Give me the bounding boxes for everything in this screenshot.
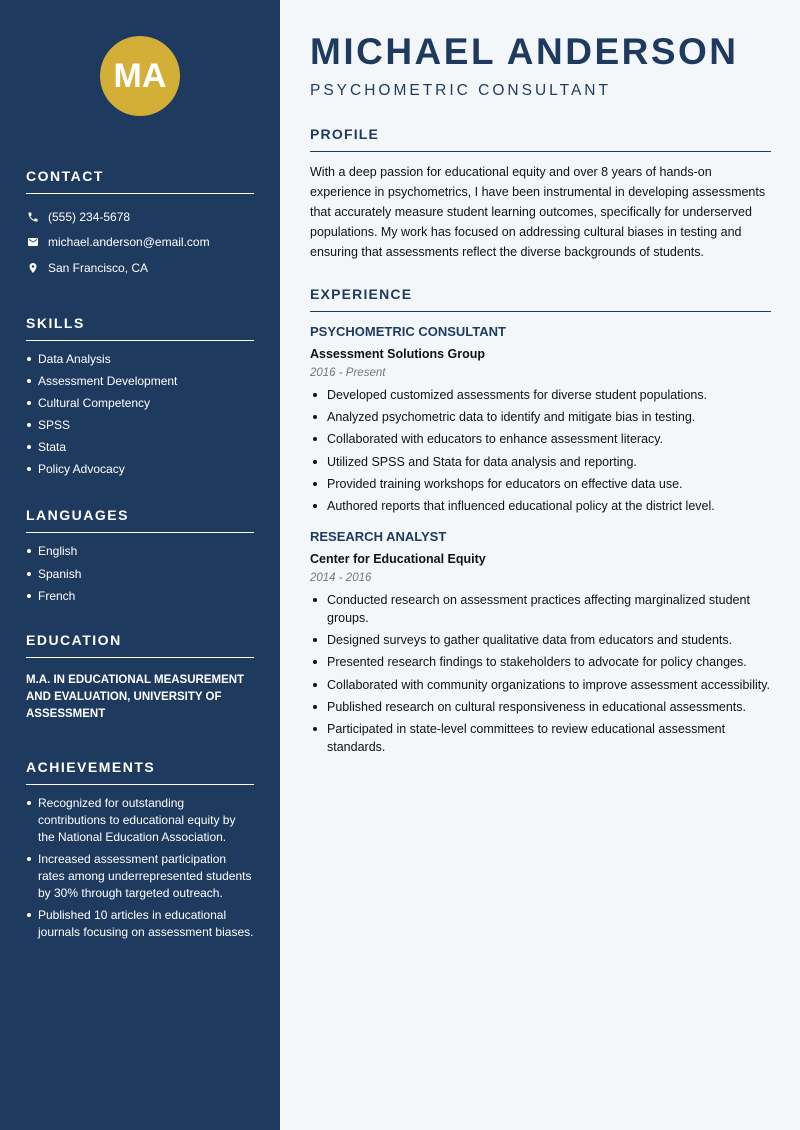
achievements-list: [26, 795, 254, 941]
job-dates: 2014 - 2016: [310, 571, 372, 584]
job-bullet: Presented research findings to stakeholders to advocate for policy changes.: [310, 653, 771, 671]
experience-heading: EXPERIENCE: [310, 286, 771, 312]
person-name: MICHAEL ANDERSON: [310, 31, 739, 72]
location-pin-icon: [26, 261, 40, 275]
sidebar: [0, 0, 280, 1130]
job-dates: 2016 - Present: [310, 367, 386, 379]
job-bullet: Utilized SPSS and Stata for data analysis and reporting.: [310, 453, 771, 471]
phone-icon: [26, 210, 40, 224]
languages-heading: LANGUAGES: [26, 507, 254, 533]
profile-section: [310, 126, 771, 262]
skill-item: Cultural Competency: [26, 395, 254, 411]
job-title: RESEARCH ANALYST: [310, 528, 447, 544]
contact-section: [26, 168, 254, 281]
job-bullet: Authored reports that influenced educational policy at the district level.: [310, 497, 771, 515]
job-title-header: PSYCHOMETRIC CONSULTANT: [310, 82, 611, 99]
skills-section: [26, 315, 254, 478]
main-content: [280, 0, 800, 1130]
job-bullet: Published research on cultural responsiveness in educational assessments.: [310, 698, 771, 716]
skill-item: Stata: [26, 439, 254, 455]
job-company: Center for Educational Equity: [310, 551, 486, 566]
experience-section: [310, 286, 771, 756]
education-degree: M.A. IN EDUCATIONAL MEASUREMENT AND EVALUATION, UNIVERSITY OF ASSESSMENT: [26, 673, 245, 720]
job-bullets: [310, 591, 771, 756]
achievement-item: Published 10 articles in educational journals focusing on assessment biases.: [26, 907, 254, 941]
contact-location: [26, 255, 254, 281]
job-bullet: Collaborated with educators to enhance assessment literacy.: [310, 430, 771, 448]
job-company: Assessment Solutions Group: [310, 347, 486, 361]
profile-text: With a deep passion for educational equity and over 8 years of hands-on experience in psychometrics, I have been instrumental in developing assessments that accurately measure student learning outcomes, specifically for underserved populations. My work has focused on addressing cultural biases in testing and ensuring that assessments reflect the diverse backgrounds of students.: [310, 165, 766, 259]
languages-list: [26, 543, 254, 603]
email-text: michael.anderson@email.com: [48, 235, 210, 250]
job-bullet: Participated in state-level committees to review educational assessment standards.: [310, 720, 771, 756]
job-bullet: Developed customized assessments for diverse student populations.: [310, 386, 771, 404]
achievements-section: [26, 759, 254, 941]
location-text: San Francisco, CA: [48, 260, 149, 275]
skill-item: SPSS: [26, 417, 254, 433]
job-bullet: Provided training workshops for educators on effective data use.: [310, 475, 771, 493]
skill-item: Assessment Development: [26, 373, 254, 389]
phone-text: (555) 234-5678: [48, 209, 131, 224]
skill-item: Policy Advocacy: [26, 461, 254, 477]
skills-heading: SKILLS: [26, 315, 254, 341]
education-heading: EDUCATION: [26, 632, 254, 658]
language-item: English: [26, 543, 254, 559]
avatar: MA: [100, 36, 180, 116]
achievement-item: Increased assessment participation rates among underrepresented students by 30% through targeted outreach.: [26, 851, 254, 902]
job-bullet: Analyzed psychometric data to identify and mitigate bias in testing.: [310, 408, 771, 426]
job-bullets: [310, 386, 771, 515]
language-item: French: [26, 588, 254, 604]
achievements-heading: ACHIEVEMENTS: [26, 759, 254, 785]
skills-list: [26, 351, 254, 478]
contact-heading: CONTACT: [26, 168, 254, 194]
job-title: PSYCHOMETRIC CONSULTANT: [310, 324, 506, 339]
profile-heading: PROFILE: [310, 126, 771, 152]
contact-phone: [26, 204, 254, 230]
job-entry: [310, 324, 771, 515]
envelope-icon: [26, 235, 40, 249]
education-section: [26, 632, 254, 723]
contact-email: [26, 230, 254, 256]
languages-section: [26, 507, 254, 603]
job-bullet: Conducted research on assessment practices affecting marginalized student groups.: [310, 591, 771, 627]
job-bullet: Collaborated with community organizations to improve assessment accessibility.: [310, 676, 771, 694]
job-entry: [310, 529, 771, 756]
language-item: Spanish: [26, 566, 254, 582]
job-bullet: Designed surveys to gather qualitative data from educators and students.: [310, 631, 771, 649]
skill-item: Data Analysis: [26, 351, 254, 367]
achievement-item: Recognized for outstanding contributions to educational equity by the National Education Association.: [26, 795, 254, 846]
